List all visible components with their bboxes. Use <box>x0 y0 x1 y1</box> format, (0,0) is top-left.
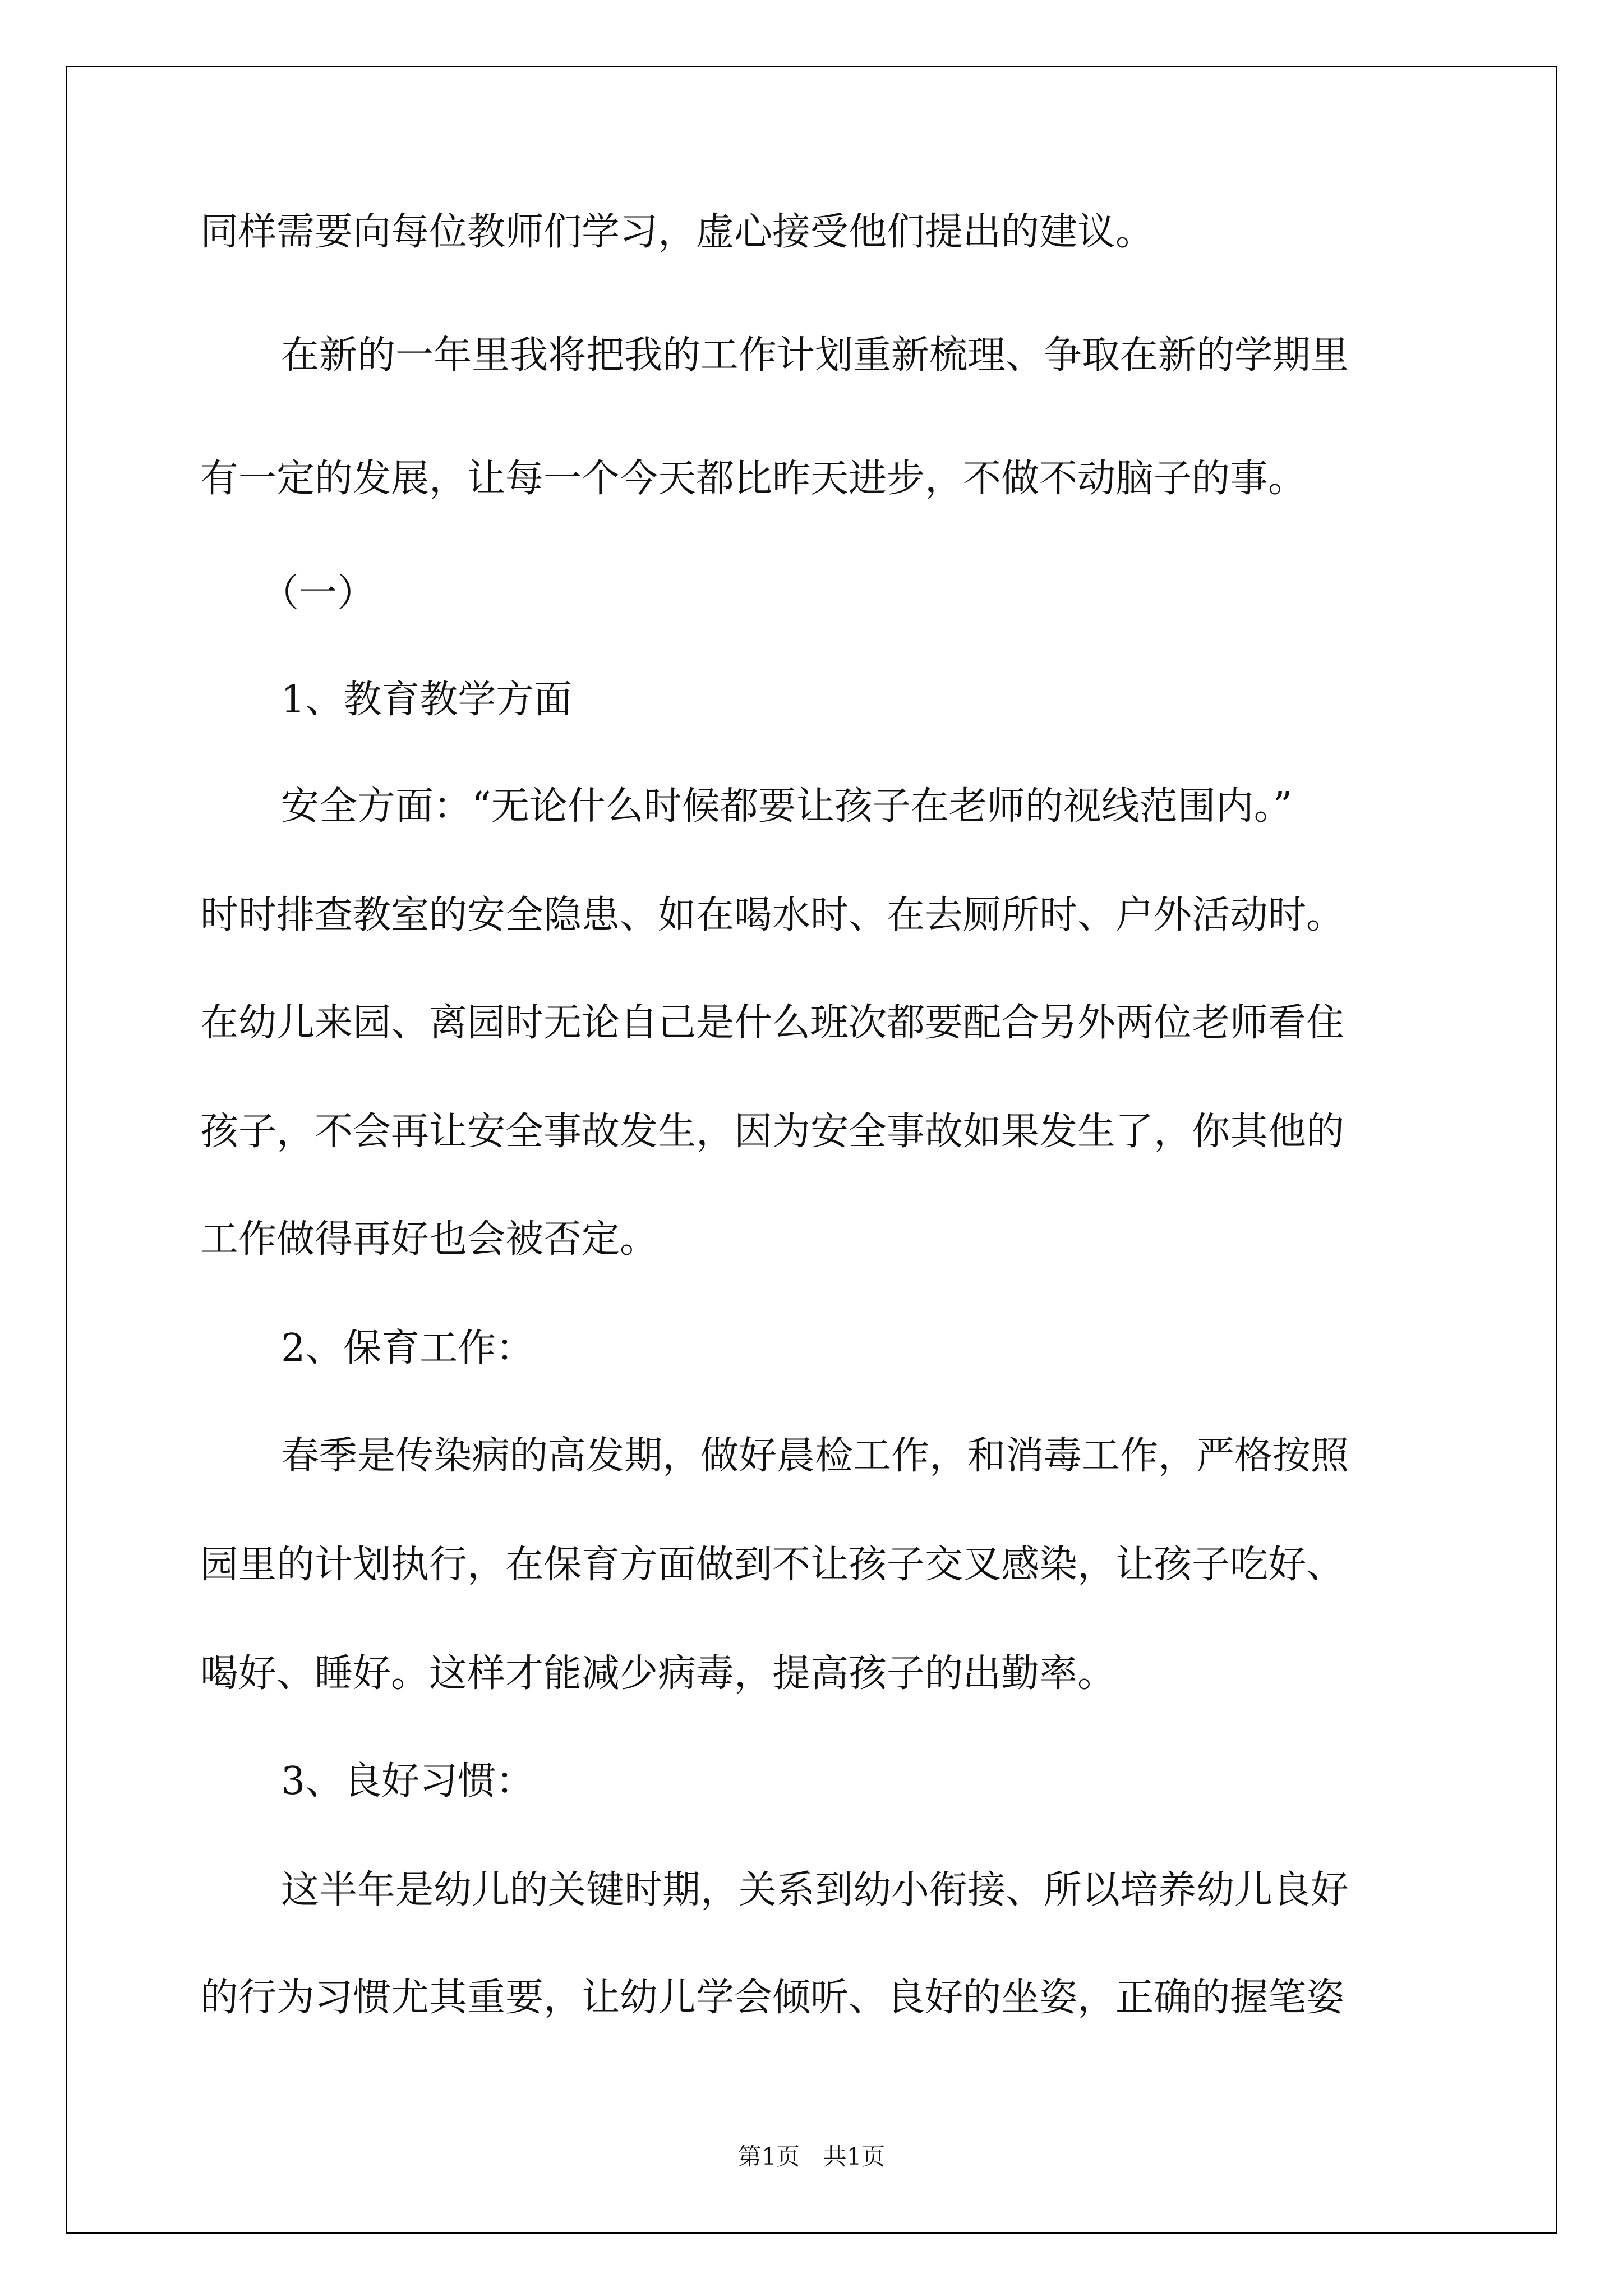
text-line-6: 安全方面：“无论什么时候都要让孩子在老师的视线范围内。” <box>281 784 1293 829</box>
page-number-current: 第1页 <box>737 2143 800 2170</box>
text-line-3: 有一定的发展，让每一个今天都比昨天进步，不做不动脑子的事。 <box>200 457 1307 501</box>
text-line-7: 时时排查教室的安全隐患、如在喝水时、在去厕所时、户外活动时。 <box>200 893 1345 937</box>
text-line-17: 的行为习惯尤其重要，让幼儿学会倾听、良好的坐姿，正确的握笔姿 <box>200 1976 1345 2020</box>
text-line-8: 在幼儿来园、离园时无论自己是什么班次都要配合另外两位老师看住 <box>200 1001 1345 1045</box>
subheading-care: 2、保育工作： <box>281 1326 534 1370</box>
page-number-total: 共1页 <box>823 2143 886 2170</box>
text-line-1: 同样需要向每位教师们学习，虚心接受他们提出的建议。 <box>200 210 1154 254</box>
text-line-14: 喝好、睡好。这样才能减少病毒，提高孩子的出勤率。 <box>200 1651 1116 1696</box>
text-line-9: 孩子，不会再让安全事故发生，因为安全事故如果发生了，你其他的 <box>200 1110 1345 1154</box>
section-heading-1: （一） <box>261 571 376 615</box>
page-footer <box>0 2138 1623 2172</box>
subheading-teaching: 1、教育教学方面 <box>281 678 573 722</box>
text-line-16: 这半年是幼儿的关键时期，关系到幼小衔接、所以培养幼儿良好 <box>281 1868 1349 1912</box>
subheading-habits: 3、良好习惯： <box>281 1759 534 1803</box>
text-line-13: 园里的计划执行，在保育方面做到不让孩子交叉感染，让孩子吃好、 <box>200 1543 1345 1587</box>
text-line-2: 在新的一年里我将把我的工作计划重新梳理、争取在新的学期里 <box>281 333 1349 378</box>
text-line-12: 春季是传染病的高发期，做好晨检工作，和消毒工作，严格按照 <box>281 1434 1349 1478</box>
text-line-10: 工作做得再好也会被否定。 <box>200 1217 658 1262</box>
